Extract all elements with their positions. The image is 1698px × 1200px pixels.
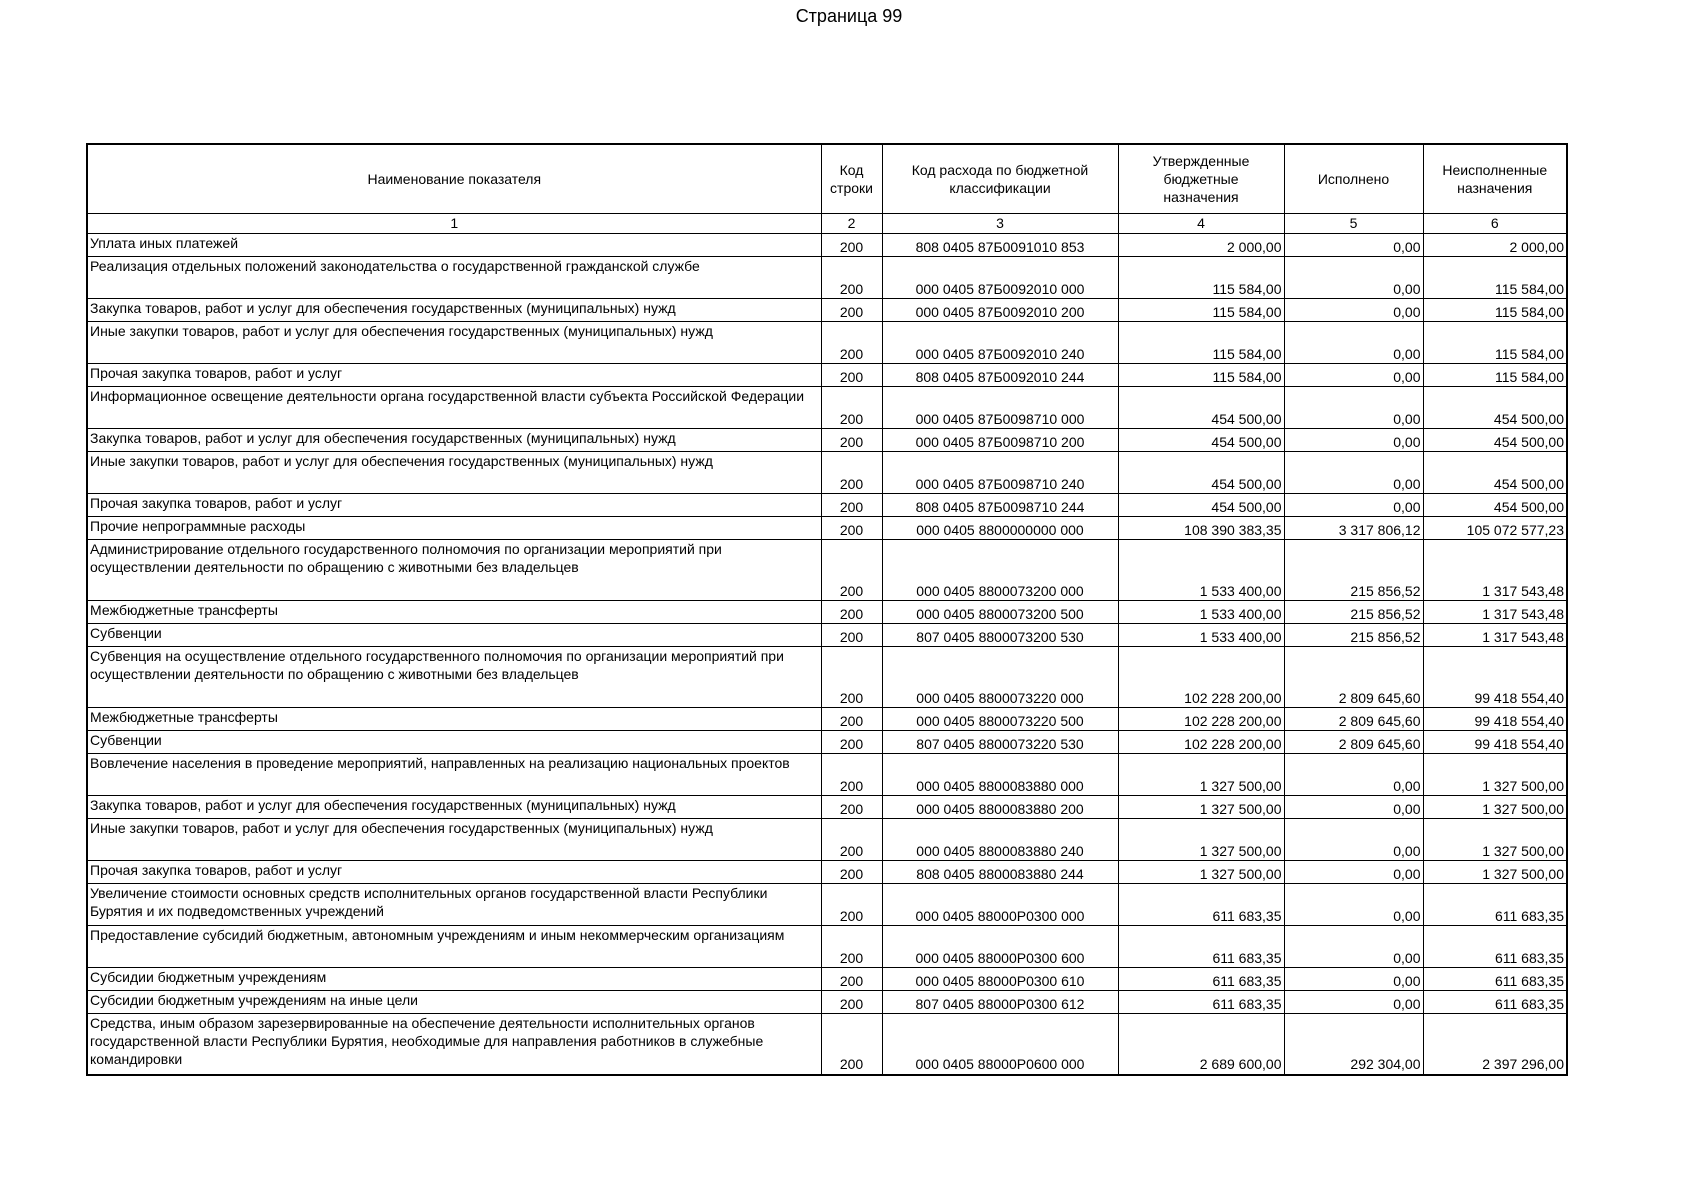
row-approved: 1 327 500,00 [1118, 819, 1284, 861]
row-code: 200 [821, 601, 882, 624]
row-name: Субвенция на осуществление отдельного государственного полномочия по организации мероприятий при осуществлении деятельности по обращению с животными без владельцев [87, 647, 821, 708]
row-approved: 102 228 200,00 [1118, 731, 1284, 754]
row-code: 200 [821, 926, 882, 968]
row-kbk: 000 0405 8800073220 500 [882, 708, 1118, 731]
row-unexecuted: 454 500,00 [1423, 452, 1567, 494]
row-name: Межбюджетные трансферты [87, 708, 821, 731]
row-kbk: 807 0405 8800073220 530 [882, 731, 1118, 754]
table-row [87, 968, 1567, 991]
row-name: Вовлечение населения в проведение мероприятий, направленных на реализацию национальных проектов [87, 754, 821, 796]
table-row [87, 991, 1567, 1014]
row-unexecuted: 99 418 554,40 [1423, 647, 1567, 708]
row-executed: 0,00 [1284, 991, 1423, 1014]
row-code: 200 [821, 796, 882, 819]
row-kbk: 808 0405 87Б0091010 853 [882, 234, 1118, 257]
row-approved: 115 584,00 [1118, 322, 1284, 364]
row-kbk: 808 0405 8800083880 244 [882, 861, 1118, 884]
row-executed: 0,00 [1284, 754, 1423, 796]
row-executed: 0,00 [1284, 387, 1423, 429]
row-approved: 611 683,35 [1118, 884, 1284, 926]
row-code: 200 [821, 991, 882, 1014]
row-kbk: 000 0405 8800083880 240 [882, 819, 1118, 861]
row-name: Предоставление субсидий бюджетным, автономным учреждениям и иным некоммерческим организациям [87, 926, 821, 968]
row-code: 200 [821, 387, 882, 429]
row-approved: 102 228 200,00 [1118, 708, 1284, 731]
table-row [87, 647, 1567, 708]
row-unexecuted: 115 584,00 [1423, 364, 1567, 387]
column-header-unexecuted: Неисполненные назначения [1423, 144, 1567, 214]
row-executed: 0,00 [1284, 234, 1423, 257]
row-approved: 115 584,00 [1118, 299, 1284, 322]
row-name: Закупка товаров, работ и услуг для обеспечения государственных (муниципальных) нужд [87, 796, 821, 819]
row-unexecuted: 611 683,35 [1423, 968, 1567, 991]
row-unexecuted: 1 327 500,00 [1423, 819, 1567, 861]
row-code: 200 [821, 429, 882, 452]
row-code: 200 [821, 494, 882, 517]
row-name: Прочие непрограммные расходы [87, 517, 821, 540]
table-row [87, 234, 1567, 257]
table-body [87, 234, 1567, 1075]
row-name: Прочая закупка товаров, работ и услуг [87, 861, 821, 884]
row-kbk: 807 0405 88000Р0300 612 [882, 991, 1118, 1014]
row-code: 200 [821, 322, 882, 364]
row-executed: 215 856,52 [1284, 540, 1423, 601]
row-kbk: 000 0405 87Б0092010 200 [882, 299, 1118, 322]
row-name: Иные закупки товаров, работ и услуг для обеспечения государственных (муниципальных) нужд [87, 452, 821, 494]
table-row [87, 452, 1567, 494]
row-executed: 3 317 806,12 [1284, 517, 1423, 540]
row-approved: 108 390 383,35 [1118, 517, 1284, 540]
row-unexecuted: 454 500,00 [1423, 429, 1567, 452]
row-approved: 1 533 400,00 [1118, 601, 1284, 624]
row-kbk: 000 0405 8800000000 000 [882, 517, 1118, 540]
row-kbk: 000 0405 88000Р0300 000 [882, 884, 1118, 926]
column-number: 3 [882, 214, 1118, 234]
row-executed: 0,00 [1284, 884, 1423, 926]
row-approved: 611 683,35 [1118, 926, 1284, 968]
table-row [87, 819, 1567, 861]
column-number: 5 [1284, 214, 1423, 234]
row-unexecuted: 1 327 500,00 [1423, 754, 1567, 796]
page-title: Страница 99 [795, 6, 903, 26]
row-executed: 0,00 [1284, 861, 1423, 884]
row-executed: 0,00 [1284, 452, 1423, 494]
row-kbk: 000 0405 88000Р0600 000 [882, 1014, 1118, 1075]
table-row [87, 322, 1567, 364]
row-approved: 1 327 500,00 [1118, 754, 1284, 796]
column-header-name: Наименование показателя [87, 144, 821, 214]
row-kbk: 000 0405 8800083880 200 [882, 796, 1118, 819]
row-code: 200 [821, 624, 882, 647]
row-executed: 0,00 [1284, 429, 1423, 452]
row-executed: 2 809 645,60 [1284, 647, 1423, 708]
row-approved: 2 689 600,00 [1118, 1014, 1284, 1075]
table-row [87, 494, 1567, 517]
table-row [87, 601, 1567, 624]
column-header-executed: Исполнено [1284, 144, 1423, 214]
table-row [87, 517, 1567, 540]
column-number: 1 [87, 214, 821, 234]
row-kbk: 000 0405 87Б0092010 000 [882, 257, 1118, 299]
row-kbk: 000 0405 87Б0098710 000 [882, 387, 1118, 429]
budget-execution-table [86, 143, 1568, 1076]
table-row [87, 1014, 1567, 1075]
row-executed: 0,00 [1284, 494, 1423, 517]
row-approved: 1 533 400,00 [1118, 540, 1284, 601]
row-name: Прочая закупка товаров, работ и услуг [87, 494, 821, 517]
table-row [87, 540, 1567, 601]
row-name: Субвенции [87, 731, 821, 754]
row-code: 200 [821, 884, 882, 926]
table-row [87, 884, 1567, 926]
row-approved: 115 584,00 [1118, 257, 1284, 299]
row-approved: 1 533 400,00 [1118, 624, 1284, 647]
table-row [87, 926, 1567, 968]
row-kbk: 000 0405 8800083880 000 [882, 754, 1118, 796]
column-header-approved: Утвержденные бюджетные назначения [1118, 144, 1284, 214]
row-code: 200 [821, 708, 882, 731]
row-executed: 0,00 [1284, 819, 1423, 861]
row-approved: 1 327 500,00 [1118, 796, 1284, 819]
row-name: Межбюджетные трансферты [87, 601, 821, 624]
row-executed: 215 856,52 [1284, 624, 1423, 647]
row-code: 200 [821, 861, 882, 884]
table-row [87, 796, 1567, 819]
row-executed: 0,00 [1284, 322, 1423, 364]
row-kbk: 000 0405 8800073220 000 [882, 647, 1118, 708]
row-approved: 611 683,35 [1118, 991, 1284, 1014]
row-name: Субсидии бюджетным учреждениям на иные цели [87, 991, 821, 1014]
row-unexecuted: 99 418 554,40 [1423, 708, 1567, 731]
row-name: Увеличение стоимости основных средств исполнительных органов государственной власти Республики Бурятия и их подведомственных учреждений [87, 884, 821, 926]
row-executed: 2 809 645,60 [1284, 708, 1423, 731]
column-header-kbk: Код расхода по бюджетной классификации [882, 144, 1118, 214]
row-approved: 2 000,00 [1118, 234, 1284, 257]
row-unexecuted: 99 418 554,40 [1423, 731, 1567, 754]
row-executed: 0,00 [1284, 796, 1423, 819]
row-unexecuted: 611 683,35 [1423, 926, 1567, 968]
row-code: 200 [821, 257, 882, 299]
row-unexecuted: 1 317 543,48 [1423, 601, 1567, 624]
row-executed: 292 304,00 [1284, 1014, 1423, 1075]
row-unexecuted: 1 317 543,48 [1423, 624, 1567, 647]
table-row [87, 861, 1567, 884]
table-row [87, 731, 1567, 754]
column-number: 4 [1118, 214, 1284, 234]
column-numbers-row [87, 214, 1567, 234]
row-unexecuted: 611 683,35 [1423, 884, 1567, 926]
table-row [87, 429, 1567, 452]
row-kbk: 000 0405 88000Р0300 610 [882, 968, 1118, 991]
row-name: Субвенции [87, 624, 821, 647]
table-row [87, 754, 1567, 796]
row-name: Средства, иным образом зарезервированные на обеспечение деятельности исполнительных органов государственной власти Республики Бурятия, необходимые для направления работников в служебные командировки [87, 1014, 821, 1075]
row-kbk: 000 0405 88000Р0300 600 [882, 926, 1118, 968]
row-approved: 115 584,00 [1118, 364, 1284, 387]
row-executed: 2 809 645,60 [1284, 731, 1423, 754]
row-code: 200 [821, 364, 882, 387]
row-code: 200 [821, 754, 882, 796]
row-code: 200 [821, 517, 882, 540]
column-number: 6 [1423, 214, 1567, 234]
column-header-row-code: Код строки [821, 144, 882, 214]
row-name: Уплата иных платежей [87, 234, 821, 257]
row-name: Закупка товаров, работ и услуг для обеспечения государственных (муниципальных) нужд [87, 299, 821, 322]
row-unexecuted: 115 584,00 [1423, 299, 1567, 322]
row-name: Субсидии бюджетным учреждениям [87, 968, 821, 991]
row-unexecuted: 611 683,35 [1423, 991, 1567, 1014]
row-kbk: 000 0405 87Б0098710 200 [882, 429, 1118, 452]
row-code: 200 [821, 1014, 882, 1075]
row-unexecuted: 115 584,00 [1423, 322, 1567, 364]
column-number: 2 [821, 214, 882, 234]
table-row [87, 257, 1567, 299]
row-name: Реализация отдельных положений законодательства о государственной гражданской службе [87, 257, 821, 299]
table-row [87, 624, 1567, 647]
row-unexecuted: 1 317 543,48 [1423, 540, 1567, 601]
row-name: Информационное освещение деятельности органа государственной власти субъекта Российской Федерации [87, 387, 821, 429]
row-approved: 102 228 200,00 [1118, 647, 1284, 708]
row-executed: 0,00 [1284, 299, 1423, 322]
row-kbk: 808 0405 87Б0092010 244 [882, 364, 1118, 387]
row-kbk: 808 0405 87Б0098710 244 [882, 494, 1118, 517]
row-name: Иные закупки товаров, работ и услуг для обеспечения государственных (муниципальных) нужд [87, 322, 821, 364]
row-approved: 454 500,00 [1118, 387, 1284, 429]
row-executed: 0,00 [1284, 926, 1423, 968]
row-approved: 611 683,35 [1118, 968, 1284, 991]
row-approved: 1 327 500,00 [1118, 861, 1284, 884]
row-kbk: 000 0405 8800073200 500 [882, 601, 1118, 624]
row-kbk: 807 0405 8800073200 530 [882, 624, 1118, 647]
row-unexecuted: 2 000,00 [1423, 234, 1567, 257]
table-row [87, 364, 1567, 387]
row-unexecuted: 1 327 500,00 [1423, 796, 1567, 819]
row-unexecuted: 115 584,00 [1423, 257, 1567, 299]
row-executed: 0,00 [1284, 968, 1423, 991]
header-row [87, 144, 1567, 214]
row-executed: 215 856,52 [1284, 601, 1423, 624]
row-approved: 454 500,00 [1118, 452, 1284, 494]
row-code: 200 [821, 540, 882, 601]
row-executed: 0,00 [1284, 257, 1423, 299]
row-code: 200 [821, 819, 882, 861]
row-name: Иные закупки товаров, работ и услуг для обеспечения государственных (муниципальных) нужд [87, 819, 821, 861]
row-unexecuted: 454 500,00 [1423, 387, 1567, 429]
row-code: 200 [821, 234, 882, 257]
row-approved: 454 500,00 [1118, 494, 1284, 517]
row-code: 200 [821, 452, 882, 494]
row-name: Закупка товаров, работ и услуг для обеспечения государственных (муниципальных) нужд [87, 429, 821, 452]
row-unexecuted: 2 397 296,00 [1423, 1014, 1567, 1075]
row-name: Прочая закупка товаров, работ и услуг [87, 364, 821, 387]
row-kbk: 000 0405 87Б0098710 240 [882, 452, 1118, 494]
row-unexecuted: 454 500,00 [1423, 494, 1567, 517]
table-row [87, 299, 1567, 322]
table-row [87, 708, 1567, 731]
table-row [87, 387, 1567, 429]
row-unexecuted: 105 072 577,23 [1423, 517, 1567, 540]
row-name: Администрирование отдельного государственного полномочия по организации мероприятий при осуществлении деятельности по обращению с животными без владельцев [87, 540, 821, 601]
row-unexecuted: 1 327 500,00 [1423, 861, 1567, 884]
row-code: 200 [821, 968, 882, 991]
row-code: 200 [821, 299, 882, 322]
row-executed: 0,00 [1284, 364, 1423, 387]
row-code: 200 [821, 731, 882, 754]
row-code: 200 [821, 647, 882, 708]
row-kbk: 000 0405 87Б0092010 240 [882, 322, 1118, 364]
row-approved: 454 500,00 [1118, 429, 1284, 452]
row-kbk: 000 0405 8800073200 000 [882, 540, 1118, 601]
